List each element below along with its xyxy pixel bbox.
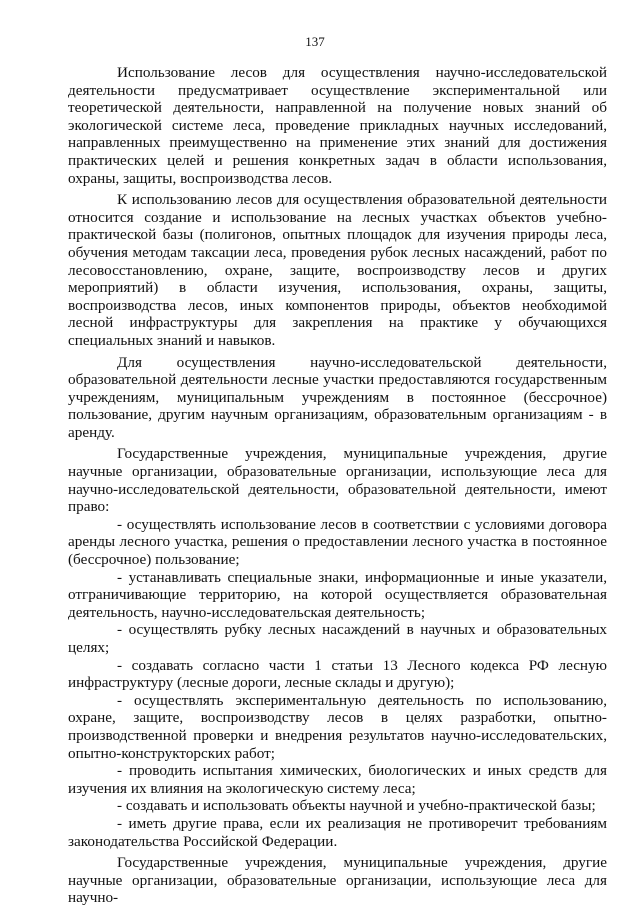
list-item: - осуществлять использование лесов в соответствии с условиями договора аренды лесного участка, решения о предоставлении лесного участка в постоянное (бессрочное) пользование; — [68, 515, 607, 569]
paragraph: Государственные учреждения, муниципальные учреждения, другие научные организации, образовательные организации, использующие леса для научно-исследовательской деятельности, образовательной деятельности, имеют право: — [68, 445, 607, 516]
paragraph: Государственные учреждения, муниципальные учреждения, другие научные организации, образовательные организации, использующие леса для научно- — [68, 854, 607, 907]
list-item: - создавать и использовать объекты научной и учебно-практической базы; — [117, 797, 596, 815]
page-number: 137 — [305, 34, 325, 49]
list-item: - проводить испытания химических, биологических и иных средств для изучения их влияния на экологическую систему леса; — [68, 762, 607, 797]
list-item: - создавать согласно части 1 статьи 13 Лесного кодекса РФ лесную инфраструктуру (лесные дороги, лесные склады и другую); — [68, 656, 607, 692]
paragraph: К использованию лесов для осуществления образовательной деятельности относится создание и использование на лесных участках объектов учебно-практической базы (полигонов, опытных площадок для изучения природы леса, обучения методам таксации леса, проведения рубок лесных насаждений, работ по лесовосстановлению, охране, защите, воспроизводству лесов и других мероприятий) в области изучения, использования, охраны, защиты, воспроизводства лесов, иных компонентов природы, объектов необходимой лесной инфраструктуры для закрепления на практике у обучающихся специальных знаний и навыков. — [68, 191, 607, 349]
list-item: - осуществлять экспериментальную деятельность по использованию, охране, защите, воспроизводству лесов в целях разработки, опытно-производственной проверки и внедрения результатов научно-исследовательских, опытно-конструкторских работ; — [68, 691, 607, 762]
list-item: - устанавливать специальные знаки, информационные и иные указатели, отграничивающие территорию, на которой осуществляется образовательная деятельность, научно-исследовательская деятельность; — [68, 568, 607, 621]
list-item: - иметь другие права, если их реализация не противоречит требованиям законодательства Российской Федерации. — [68, 814, 607, 850]
paragraph: Для осуществления научно-исследовательской деятельности, образовательной деятельности лесные участки предоставляются государственным учреждениям, муниципальным учреждениям в постоянное (бессрочное) пользование, другим научным организациям, образовательным организациям - в аренду. — [68, 353, 607, 441]
document-body — [68, 64, 607, 907]
paragraph: Использование лесов для осуществления научно-исследовательской деятельности предусматривает осуществление экспериментальной или теоретической деятельности, направленной на получение новых знаний об экологической системе леса, проведение прикладных научных исследований, направленных преимущественно на применение этих знаний для достижения практических целей и решения конкретных задач в области использования, охраны, защиты, воспроизводства лесов. — [68, 64, 607, 187]
list-item: - осуществлять рубку лесных насаждений в научных и образовательных целях; — [68, 621, 607, 656]
